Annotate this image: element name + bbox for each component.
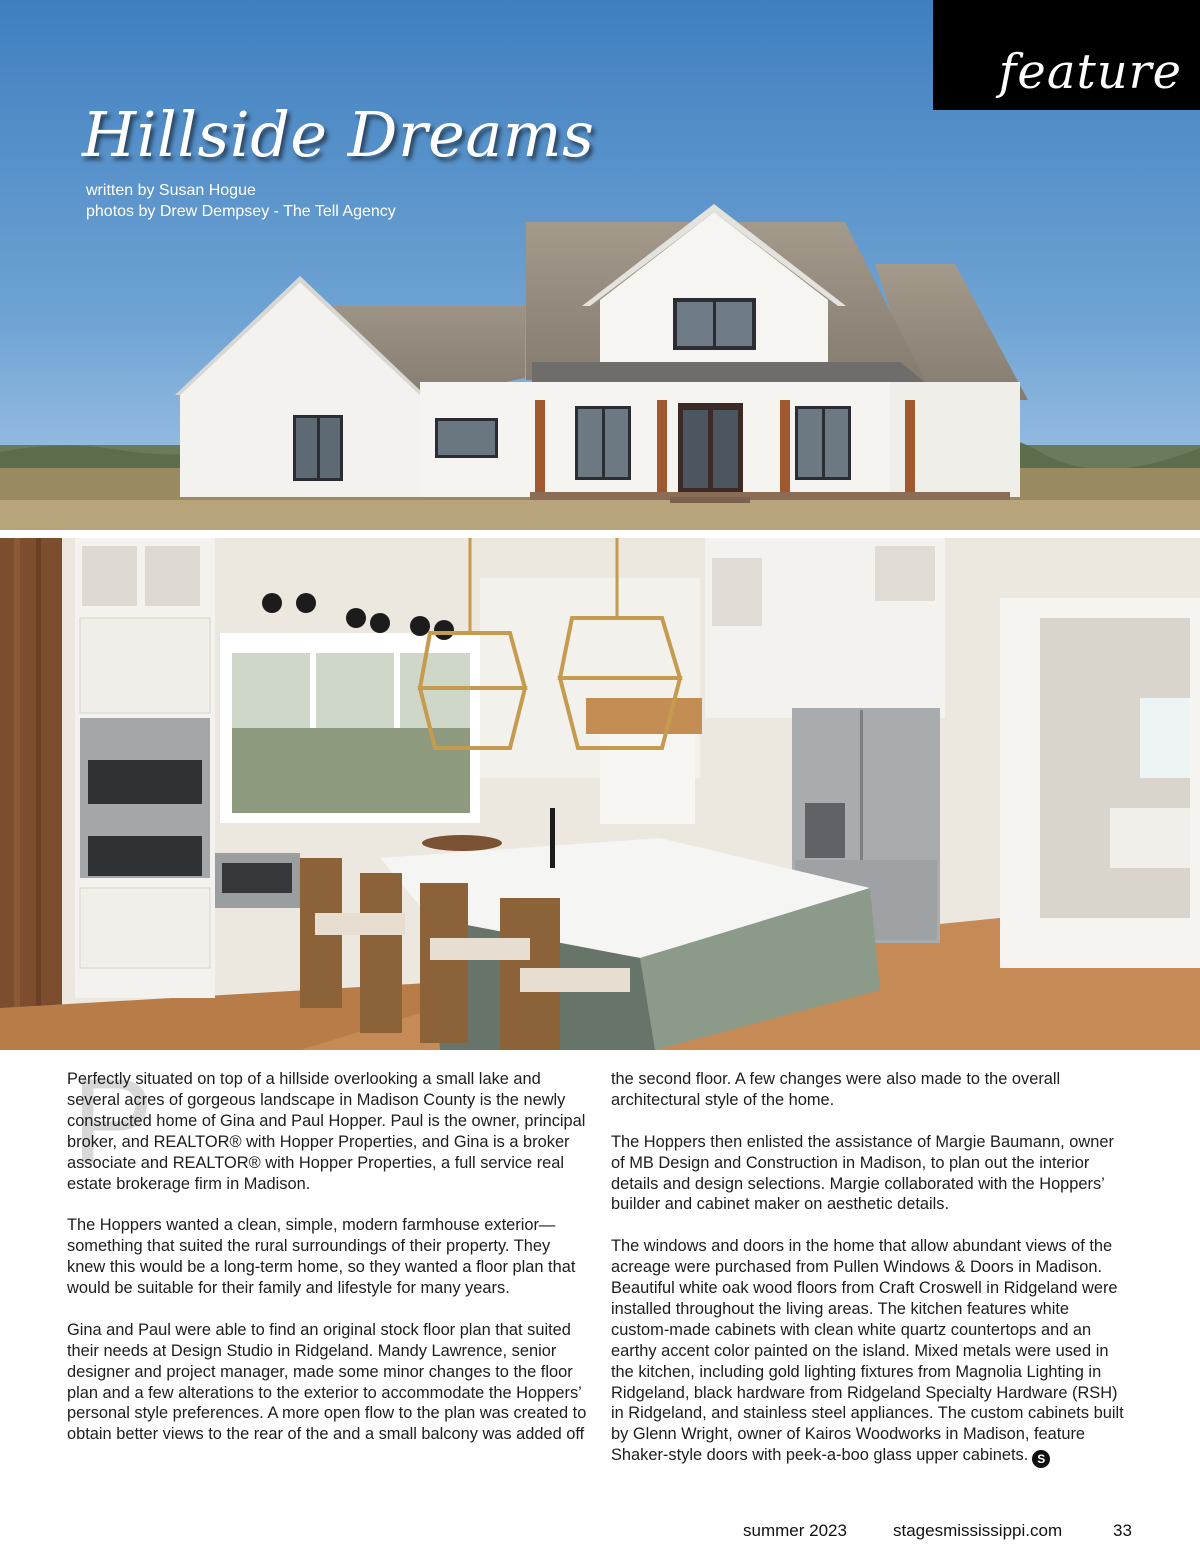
paragraph: The Hoppers then enlisted the assistance of Margie Baumann, owner of MB Design and Construction in Madison, to plan out the interior details and design selections. Margie collaborated with the Hoppers’ builder and cabinet maker on aesthetic details. [611,1132,1114,1214]
kitchen-photo [0,538,1200,1050]
article-column-1 [67,1069,587,1466]
byline-writer: written by Susan Hogue [86,182,256,199]
drop-cap: P [72,1053,154,1189]
website-link[interactable]: stagesmississippi.com [893,1521,1063,1540]
byline-photos: photos by Drew Dempsey - The Tell Agency [86,203,396,220]
section-label-box [933,0,1200,110]
article-column-2 [611,1069,1131,1489]
page-number: 33 [1113,1521,1132,1540]
paragraph: The Hoppers wanted a clean, simple, modern farmhouse exterior—something that suited the rural surroundings of their property. They knew this would be a long-term home, so they wanted a floor plan that would be suitable for their family and lifestyle for many years. [67,1216,576,1298]
paragraph-last [611,1236,1131,1468]
section-label: feature [998,44,1182,100]
photo-divider [0,530,1200,538]
paragraph-text: The windows and doors in the home that allow abundant views of the acreage were purchased from Pullen Windows & Doors in Madison. Beautiful white oak wood floors from Craft Croswell in Ridgeland were installed throughout the living areas. The kitchen features white custom-made cabinets with clean white quartz countertops and an earthy accent color painted on the island. Mixed metals were used in the kitchen, including gold lighting fixtures from Magnolia Lighting in Ridgeland, black hardware from Ridgeland Specialty Hardware (RSH) in Ridgeland, and stainless steel appliances. The custom cabinets built by Glenn Wright, owner of Kairos Woodworks in Madison, feature Shaker-style doors with peek-a-boo glass upper cabinets. [611,1237,1124,1465]
paragraph: Gina and Paul were able to find an original stock floor plan that suited their needs at Design Studio in Ridgeland. Mandy Lawrence, senior designer and project manager, made some minor changes to the floor plan and a few alterations to the exterior to accommodate the Hoppers’ personal style preferences. A more open flow to the plan was created to obtain better views to the rear of the and a small balcony was added off [67,1320,587,1444]
issue-season: summer 2023 [743,1521,847,1540]
paragraph: Perfectly situated on top of a hillside overlooking a small lake and several acres of gorgeous landscape in Madison County is the newly constructed home of Gina and Paul Hopper. Paul is the owner, principal broker, and REALTOR® with Hopper Properties, and Gina is a broker associate and REALTOR® with Hopper Properties, a full service real estate brokerage firm in Madison. [67,1070,586,1193]
s-logo-icon: S [1032,1450,1050,1468]
hero-photo [0,0,1200,530]
paragraph: the second floor. A few changes were also made to the overall architectural style of the home. [611,1070,1061,1109]
byline [86,180,396,222]
kitchen-illustration [0,538,1200,1050]
article-title: Hillside Dreams [82,98,595,171]
